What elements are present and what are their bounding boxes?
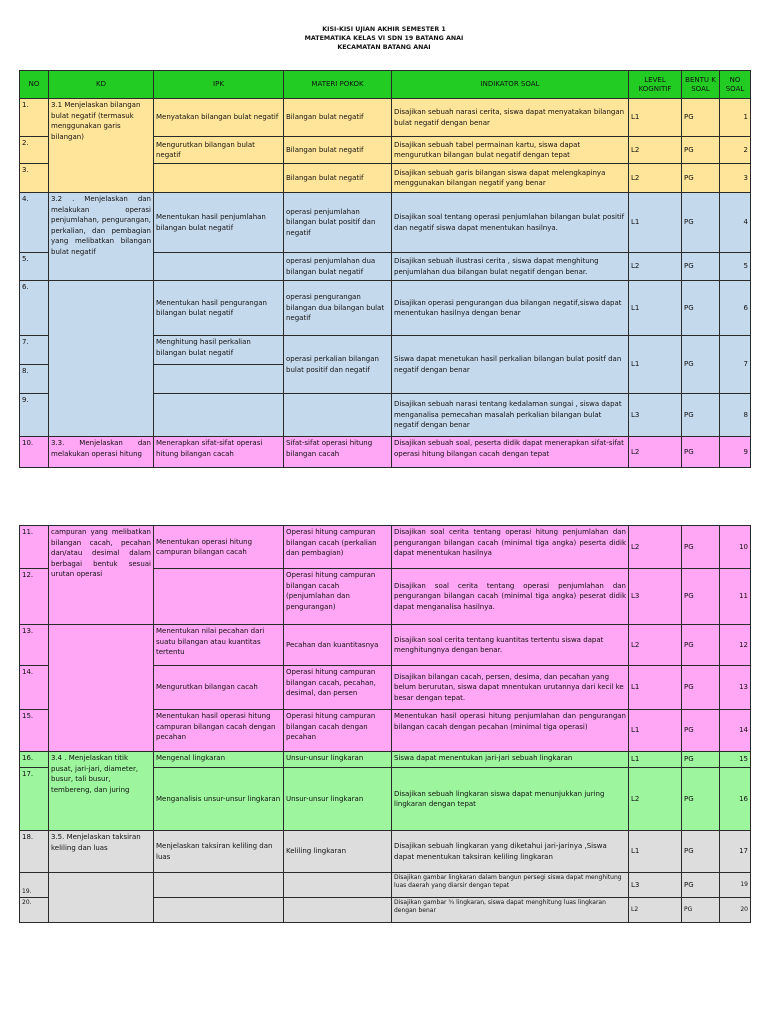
cell-indikator: Disajikan soal tentang operasi penjumlahan bilangan bulat positif dan negatif siswa dapat menentukan hasilnya.: [392, 193, 629, 253]
cell-materi: operasi perkalian bilangan bulat positif dan negatif: [284, 336, 392, 394]
cell-nosoal: 9: [720, 437, 751, 468]
table-row: [20, 526, 751, 569]
cell-materi: Unsur-unsur lingkaran: [284, 768, 392, 831]
cell-indikator: Disajikan soal cerita tentang kuantitas tertentu siswa dapat menghitungnya dengan benar.: [392, 625, 629, 666]
cell-bentuk: PG: [682, 625, 720, 666]
cell-ipk: Mengurutkan bilangan cacah: [154, 666, 284, 710]
col-header-no: NO: [20, 71, 49, 99]
cell-no: 12.: [20, 569, 49, 625]
cell-level: L2: [629, 253, 682, 281]
cell-materi: Unsur-unsur lingkaran: [284, 752, 392, 768]
cell-ipk: Menghitung hasil perkalian bilangan bulat negatif: [154, 336, 284, 365]
cell-no: 19.: [20, 873, 49, 898]
cell-materi: [284, 873, 392, 898]
cell-no: 7.: [20, 336, 49, 365]
cell-level: L2: [629, 164, 682, 193]
cell-nosoal: 1: [720, 99, 751, 137]
cell-indikator: Disajikan bilangan cacah, persen, desima, dan pecahan yang belum berurutan, siswa dapat mnentukan urutannya dari kecil ke besar dengan tepat.: [392, 666, 629, 710]
cell-materi: [284, 394, 392, 437]
cell-no: 20.: [20, 898, 49, 923]
cell-bentuk: PG: [682, 526, 720, 569]
cell-nosoal: 11: [720, 569, 751, 625]
cell-ipk: Menentukan nilai pecahan dari suatu bilangan atau kuantitas tertentu: [154, 625, 284, 666]
cell-level: L1: [629, 752, 682, 768]
cell-nosoal: 16: [720, 768, 751, 831]
cell-no: 2.: [20, 137, 49, 164]
cell-bentuk: PG: [682, 768, 720, 831]
cell-ipk: Menentukan operasi hitung campuran bilangan cacah: [154, 526, 284, 569]
cell-bentuk: PG: [682, 666, 720, 710]
cell-indikator: Disajikan soal cerita tentang operasi penjumlahan dan pengurangan bilangan cacah (minimal tiga angka) peserat didik dapat menganalisa hasilnya.: [392, 569, 629, 625]
cell-no: 10.: [20, 437, 49, 468]
table-row: [20, 873, 751, 898]
cell-kd: 3.2 . Menjelaskan dan melakukan operasi penjumlahan, pengurangan, perkalian, dan pembagian yang melibatkan bilangan bulat negatif: [49, 193, 154, 281]
cell-no: 14.: [20, 666, 49, 710]
cell-level: L1: [629, 831, 682, 873]
cell-level: L3: [629, 873, 682, 898]
cell-nosoal: 10: [720, 526, 751, 569]
cell-indikator: Disajikan soal cerita tentang operasi hitung penjumlahan dan pengurangan bilangan cacah (minimal tiga angka) peserta didik dapat menentukan hasilnya: [392, 526, 629, 569]
cell-no: 15.: [20, 710, 49, 752]
cell-bentuk: PG: [682, 336, 720, 394]
cell-ipk: Menyatakan bilangan bulat negatif: [154, 99, 284, 137]
cell-materi: Bilangan bulat negatif: [284, 137, 392, 164]
cell-materi: Bilangan bulat negatif: [284, 99, 392, 137]
cell-level: L2: [629, 137, 682, 164]
table-row: [20, 193, 751, 253]
cell-kd: 3.3. Menjelaskan dan melakukan operasi hitung: [49, 437, 154, 468]
cell-level: L2: [629, 526, 682, 569]
cell-bentuk: PG: [682, 710, 720, 752]
cell-materi: Pecahan dan kuantitasnya: [284, 625, 392, 666]
cell-ipk: Menentukan hasil pengurangan bilangan bulat negatif: [154, 281, 284, 336]
table-row: [20, 752, 751, 768]
kisi-table-page1: [19, 70, 751, 468]
cell-indikator: Disajikan sebuah narasi tentang kedalaman sungai , siswa dapat menganalisa pemecahan masalah perkalian bilangan bulat negatif dengan benar: [392, 394, 629, 437]
cell-bentuk: PG: [682, 253, 720, 281]
cell-nosoal: 7: [720, 336, 751, 394]
cell-materi: [284, 898, 392, 923]
cell-level: L2: [629, 625, 682, 666]
cell-materi: operasi penjumlahan bilangan bulat positif dan negatif: [284, 193, 392, 253]
cell-level: L3: [629, 394, 682, 437]
cell-bentuk: PG: [682, 193, 720, 253]
cell-no: 13.: [20, 625, 49, 666]
cell-indikator: Disajikan sebuah lingkaran siswa dapat menunjukkan juring lingkaran dengan tepat: [392, 768, 629, 831]
cell-kd: 3.1 Menjelaskan bilangan bulat negatif (termasuk menggunakan garis bilangan): [49, 99, 154, 193]
cell-no: 18.: [20, 831, 49, 873]
cell-nosoal: 13: [720, 666, 751, 710]
cell-indikator: Disajikan sebuah ilustrasi cerita , siswa dapat menghitung penjumlahan dua bilangan bulat negatif dengan benar.: [392, 253, 629, 281]
cell-bentuk: PG: [682, 437, 720, 468]
cell-nosoal: 4: [720, 193, 751, 253]
cell-nosoal: 6: [720, 281, 751, 336]
cell-indikator: Disajikan sebuah garis bilangan siswa dapat melengkapinya menggunakan bilangan negatif yang benar: [392, 164, 629, 193]
cell-ipk: Menentukan hasil penjumlahan bilangan bulat negatif: [154, 193, 284, 253]
cell-no: 8.: [20, 365, 49, 394]
cell-no: 16.: [20, 752, 49, 768]
cell-bentuk: PG: [682, 137, 720, 164]
cell-materi: Keliling lingkaran: [284, 831, 392, 873]
cell-ipk: Menganalisis unsur-unsur lingkaran: [154, 768, 284, 831]
cell-bentuk: PG: [682, 831, 720, 873]
cell-bentuk: PG: [682, 873, 720, 898]
cell-nosoal: 5: [720, 253, 751, 281]
cell-materi: Operasi hitung campuran bilangan cacah (perkalian dan pembagian): [284, 526, 392, 569]
cell-materi: Bilangan bulat negatif: [284, 164, 392, 193]
cell-ipk: [154, 394, 284, 437]
cell-bentuk: PG: [682, 752, 720, 768]
cell-no: 1.: [20, 99, 49, 137]
cell-ipk: Menjelaskan taksiran keliling dan luas: [154, 831, 284, 873]
col-header-nosoal: NO SOAL: [720, 71, 751, 99]
cell-nosoal: 2: [720, 137, 751, 164]
cell-no: 9.: [20, 394, 49, 437]
cell-nosoal: 20: [720, 898, 751, 923]
cell-level: L1: [629, 99, 682, 137]
cell-materi: operasi penjumlahan dua bilangan bulat negatif: [284, 253, 392, 281]
cell-nosoal: 8: [720, 394, 751, 437]
cell-ipk: [154, 164, 284, 193]
cell-no: 17.: [20, 768, 49, 831]
cell-indikator: Disajikan operasi pengurangan dua bilangan negatif,siswa dapat menentukan hasilnya dengan benar: [392, 281, 629, 336]
cell-no: 11.: [20, 526, 49, 569]
col-header-kd: KD: [49, 71, 154, 99]
cell-kd: [49, 873, 154, 923]
cell-materi: operasi pengurangan bilangan dua bilangan bulat negatif: [284, 281, 392, 336]
cell-no: 4.: [20, 193, 49, 253]
cell-level: L1: [629, 336, 682, 394]
table-row: [20, 437, 751, 468]
cell-ipk: Menentukan hasil operasi hitung campuran bilangan cacah dengan pecahan: [154, 710, 284, 752]
cell-nosoal: 17: [720, 831, 751, 873]
cell-ipk: Mengurutkan bilangan bulat negatif: [154, 137, 284, 164]
cell-indikator: Disajikan sebuah narasi cerita, siswa dapat menyatakan bilangan bulat negatif dengan benar: [392, 99, 629, 137]
cell-materi: Operasi hitung campuran bilangan cacah (penjumlahan dan pengurangan): [284, 569, 392, 625]
cell-indikator: Disajikan sebuah tabel permainan kartu, siswa dapat mengurutkan bilangan bulat negatif dengan tepat: [392, 137, 629, 164]
kisi-table-page2: [19, 525, 751, 923]
col-header-materi: MATERI POKOK: [284, 71, 392, 99]
cell-nosoal: 19: [720, 873, 751, 898]
cell-level: L1: [629, 281, 682, 336]
doc-title-line1: KISI-KISI UJIAN AKHIR SEMESTER 1: [322, 26, 446, 33]
cell-ipk: [154, 569, 284, 625]
cell-ipk: [154, 898, 284, 923]
cell-indikator: Disajikan gambar lingkaran dalam bangun persegi siswa dapat menghitung luas daerah yang diarsir dengan tepat: [392, 873, 629, 898]
cell-level: L1: [629, 193, 682, 253]
doc-title-line2: MATEMATIKA KELAS VI SDN 19 BATANG ANAI: [304, 35, 464, 42]
cell-kd: campuran yang melibatkan bilangan cacah, pecahan dan/atau desimal dalam berbagai bentuk sesuai urutan operasi: [49, 526, 154, 625]
cell-bentuk: PG: [682, 99, 720, 137]
cell-no: 6.: [20, 281, 49, 336]
col-header-bentuk: BENTU K SOAL: [682, 71, 720, 99]
cell-bentuk: PG: [682, 281, 720, 336]
cell-indikator: Disajikan gambar ¾ lingkaran, siswa dapat menghitung luas lingkaran dengan benar: [392, 898, 629, 923]
cell-ipk: [154, 253, 284, 281]
cell-level: L2: [629, 898, 682, 923]
cell-kd: 3.5. Menjelaskan taksiran keliling dan luas: [49, 831, 154, 873]
cell-level: L2: [629, 768, 682, 831]
cell-nosoal: 12: [720, 625, 751, 666]
cell-indikator: Siswa dapat menentukan jari-jari sebuah lingkaran: [392, 752, 629, 768]
cell-kd: [49, 625, 154, 752]
cell-level: L1: [629, 710, 682, 752]
cell-nosoal: 15: [720, 752, 751, 768]
cell-bentuk: PG: [682, 898, 720, 923]
cell-ipk-empty: [154, 365, 284, 394]
cell-indikator: Menentukan hasil operasi hitung penjumlahan dan pengurangan bilangan cacah dengan pecahan (minimal tiga operasi): [392, 710, 629, 752]
cell-no: 3.: [20, 164, 49, 193]
table-row: [20, 281, 751, 336]
cell-no: 5.: [20, 253, 49, 281]
col-header-indikator: INDIKATOR SOAL: [392, 71, 629, 99]
cell-indikator: Disajikan sebuah lingkaran yang diketahui jari-jarinya ,Siswa dapat menentukan taksiran keliling lingkaran: [392, 831, 629, 873]
table-row: [20, 99, 751, 137]
cell-level: L3: [629, 569, 682, 625]
table-header-row: [20, 71, 751, 99]
cell-materi: Operasi hitung campuran bilangan cacah dengan pecahan: [284, 710, 392, 752]
table-row: [20, 831, 751, 873]
cell-ipk: Menerapkan sifat-sifat operasi hitung bilangan cacah: [154, 437, 284, 468]
cell-ipk: Mengenal lingkaran: [154, 752, 284, 768]
cell-kd: 3.4 . Menjelaskan titik pusat, jari-jari, diameter, busur, tali busur, tembereng, dan juring: [49, 752, 154, 831]
cell-bentuk: PG: [682, 569, 720, 625]
cell-materi: Sifat-sifat operasi hitung bilangan cacah: [284, 437, 392, 468]
cell-bentuk: PG: [682, 394, 720, 437]
cell-nosoal: 14: [720, 710, 751, 752]
cell-nosoal: 3: [720, 164, 751, 193]
cell-kd-empty: [49, 281, 154, 437]
table-row: [20, 625, 751, 666]
doc-title-line3: KECAMATAN BATANG ANAI: [337, 44, 431, 51]
col-header-level: LEVEL KOGNITIF: [629, 71, 682, 99]
cell-level: L2: [629, 437, 682, 468]
cell-ipk: [154, 873, 284, 898]
cell-indikator: Siswa dapat menetukan hasil perkalian bilangan bulat positf dan negatif dengan benar: [392, 336, 629, 394]
cell-indikator: Disajikan sebuah soal, peserta didik dapat menerapkan sifat-sifat operasi hitung bilangan cacah dengan tepat: [392, 437, 629, 468]
cell-bentuk: PG: [682, 164, 720, 193]
cell-materi: Operasi hitung campuran bilangan cacah, pecahan, desimal, dan persen: [284, 666, 392, 710]
col-header-ipk: IPK: [154, 71, 284, 99]
cell-level: L1: [629, 666, 682, 710]
